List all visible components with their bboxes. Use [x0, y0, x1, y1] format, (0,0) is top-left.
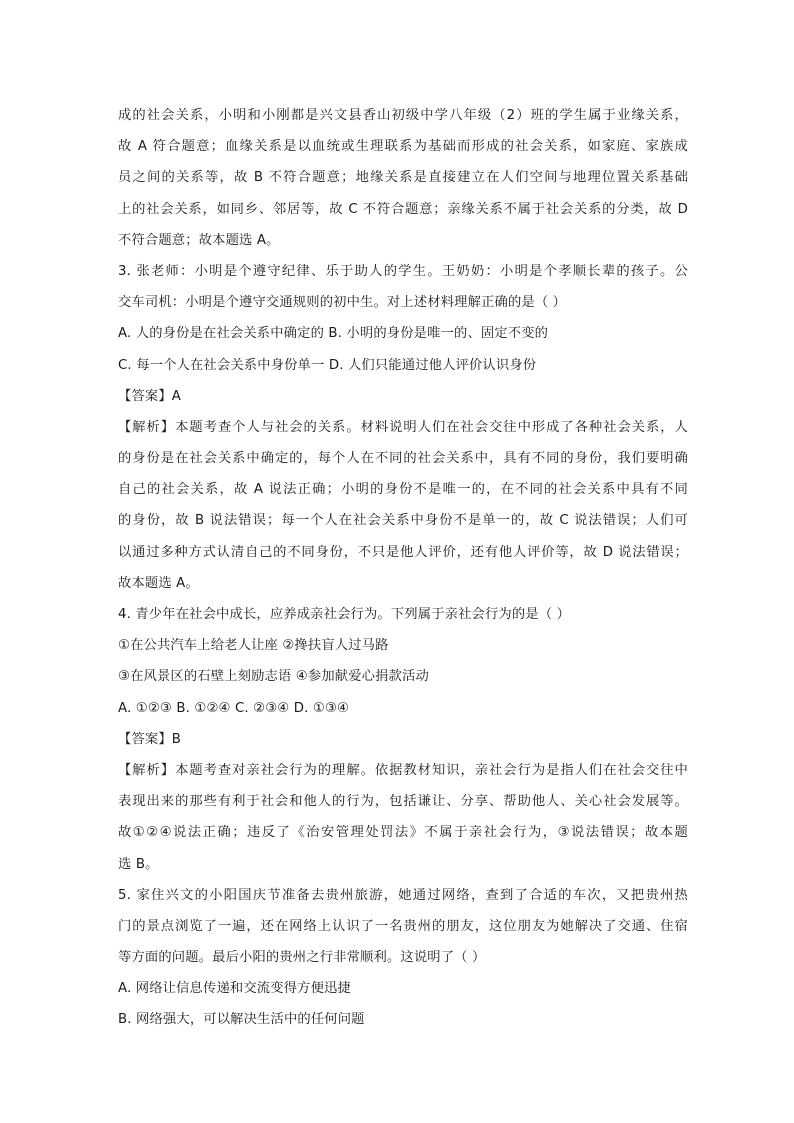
question-5-stem: 5. 家住兴文的小阳国庆节准备去贵州旅游，她通过网络，查到了合适的车次，又把贵州热: [118, 887, 688, 903]
question-3-analysis: 故本题选 A。: [118, 575, 199, 591]
question-4-statements: ①在公共汽车上给老人让座 ②搀扶盲人过马路: [118, 638, 389, 654]
question-4-analysis: 故①②④说法正确；违反了《治安管理处罚法》不属于亲社会行为，③说法错误；故本题: [118, 825, 688, 841]
text-line: 员之间的关系等，故 B 不符合题意；地缘关系是直接建立在人们空间与地理位置关系基础: [118, 170, 688, 186]
question-3-stem: 交车司机：小明是个遵守交通规则的初中生。对上述材料理解正确的是（ ）: [118, 295, 567, 311]
question-4-analysis: 表现出来的那些有利于社会和他人的行为，包括谦让、分享、帮助他人、关心社会发展等。: [118, 794, 688, 810]
question-3-analysis: 以通过多种方式认清自己的不同身份，不只是他人评价，还有他人评价等，故 D 说法错误；: [118, 544, 688, 560]
document-body: [118, 100, 688, 1036]
question-3-options: A. 人的身份是在社会关系中确定的 B. 小明的身份是唯一的、固定不变的: [118, 326, 549, 342]
text-line: 上的社会关系，如同乡、邻居等，故 C 不符合题意；亲缘关系不属于社会关系的分类，故 D: [118, 201, 688, 217]
question-5-option-a: A. 网络让信息传递和交流变得方便迅捷: [118, 981, 351, 997]
question-4-options: A. ①②③ B. ①②④ C. ②③④ D. ①③④: [118, 700, 350, 716]
question-3-answer: 【答案】A: [118, 388, 182, 404]
question-3-options: C. 每一个人在社会关系中身份单一 D. 人们只能通过他人评价认识身份: [118, 357, 537, 373]
question-5-stem: 门的景点浏览了一遍，还在网络上认识了一名贵州的朋友，这位朋友为她解决了交通、住宿: [118, 918, 688, 934]
question-5-stem: 等方面的问题。最后小阳的贵州之行非常顺利。这说明了（ ）: [118, 950, 486, 966]
question-4-analysis: 选 B。: [118, 856, 159, 872]
question-4-statements: ③在风景区的石壁上刻励志语 ④参加献爱心捐款活动: [118, 669, 429, 685]
question-3-analysis: 的身份，故 B 说法错误；每一个人在社会关系中身份不是单一的，故 C 说法错误；人们可: [118, 513, 688, 529]
question-5-option-b: B. 网络强大，可以解决生活中的任何问题: [118, 1012, 365, 1028]
question-3-stem: 3. 张老师：小明是个遵守纪律、乐于助人的学生。王奶奶：小明是个孝顺长辈的孩子。公: [118, 263, 688, 279]
question-3-analysis: 自己的社会关系，故 A 说法正确；小明的身份不是唯一的，在不同的社会关系中具有不同: [118, 482, 688, 498]
text-line: 故 A 符合题意；血缘关系是以血统或生理联系为基础而形成的社会关系，如家庭、家族成: [118, 139, 688, 155]
text-line: 成的社会关系，小明和小刚都是兴文县香山初级中学八年级（2）班的学生属于业缘关系，: [118, 108, 688, 123]
question-4-analysis: 【解析】本题考查对亲社会行为的理解。依据教材知识，亲社会行为是指人们在社会交往中: [118, 762, 688, 778]
text-line: 不符合题意；故本题选 A。: [118, 232, 280, 248]
question-3-analysis: 的身份是在社会关系中确定的，每个人在不同的社会关系中，具有不同的身份，我们要明确: [118, 451, 688, 467]
question-4-answer: 【答案】B: [118, 731, 182, 747]
question-4-stem: 4. 青少年在社会中成长，应养成亲社会行为。下列属于亲社会行为的是（ ）: [118, 607, 571, 622]
question-3-analysis: 【解析】本题考查个人与社会的关系。材料说明人们在社会交往中形成了各种社会关系，人: [118, 419, 688, 435]
